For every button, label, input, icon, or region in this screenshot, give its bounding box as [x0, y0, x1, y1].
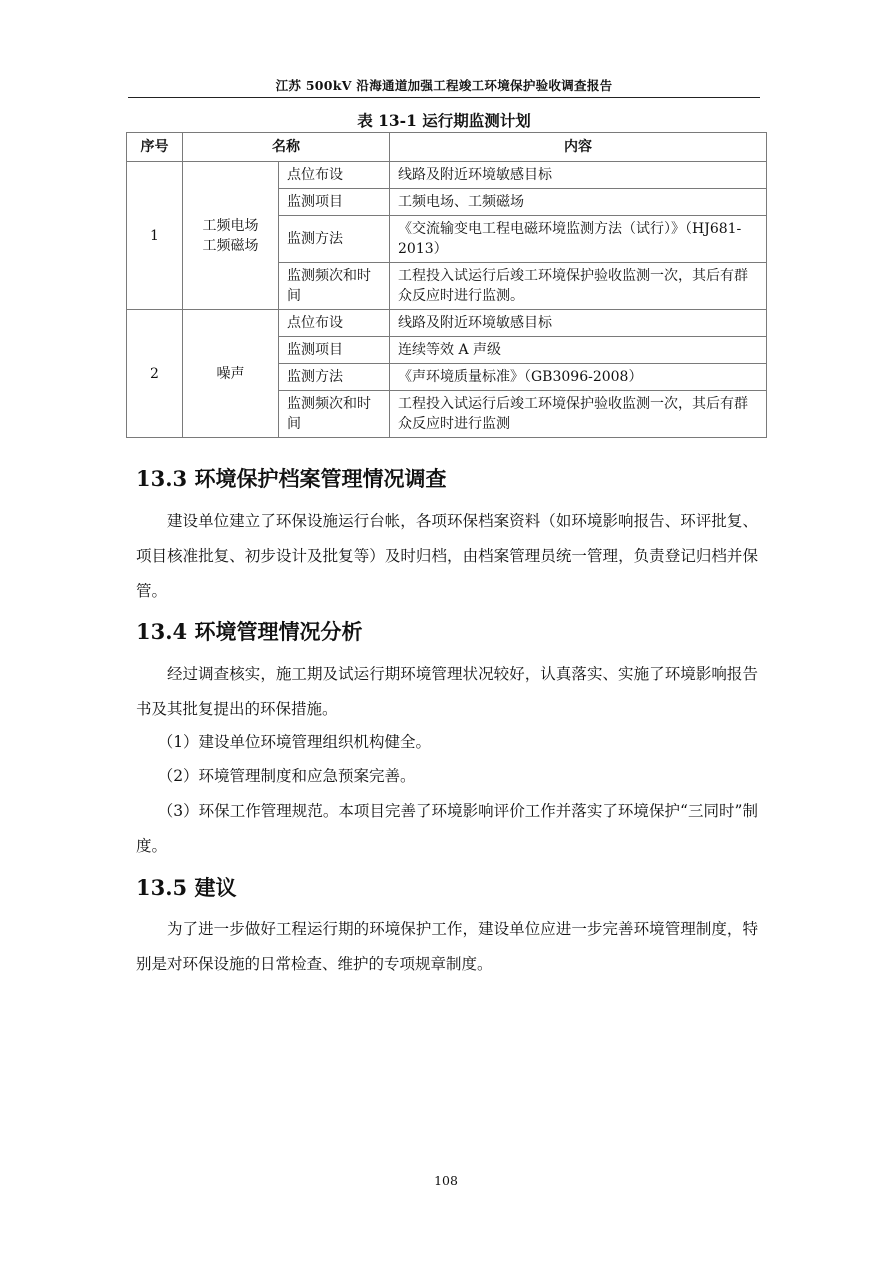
group-name-line: 工频电场	[202, 217, 259, 234]
section-title-13-4: 13.4 环境管理情况分析	[136, 619, 363, 644]
table-row	[127, 310, 767, 337]
paragraph: 为了进一步做好工程运行期的环境保护工作，建设单位应进一步完善环境管理制度，特别是对环保设施的日常检查、维护的专项规章制度。	[136, 920, 758, 973]
group-name	[183, 310, 279, 438]
row-item: 监测项目	[279, 337, 390, 364]
section-title-13-3: 13.3 环境保护档案管理情况调查	[136, 466, 447, 491]
group-index: 1	[127, 162, 183, 310]
row-item: 监测频次和时间	[279, 263, 390, 310]
group-name	[183, 162, 279, 310]
monitoring-plan-table	[126, 132, 767, 438]
row-content: 工程投入试运行后竣工环境保护验收监测一次，其后有群众反应时进行监测	[390, 391, 767, 438]
table-header-row	[127, 133, 767, 162]
row-item: 监测项目	[279, 189, 390, 216]
column-header-name: 名称	[183, 133, 390, 162]
report-header: 江苏 500kV 沿海通道加强工程竣工环境保护验收调查报告	[275, 78, 613, 93]
paragraph: 建设单位建立了环保设施运行台帐，各项环保档案资料（如环境影响报告、环评批复、项目核准批复、初步设计及批复等）及时归档，由档案管理员统一管理，负责登记归档并保管。	[136, 512, 758, 600]
paragraph: 经过调查核实，施工期及试运行期环境管理状况较好，认真落实、实施了环境影响报告书及其批复提出的环保措施。	[136, 665, 758, 718]
row-content: 连续等效 A 声级	[390, 337, 767, 364]
row-content: 《交流输变电工程电磁环境监测方法（试行）》（HJ681-2013）	[390, 216, 767, 263]
table-row	[127, 162, 767, 189]
group-name-line: 工频磁场	[202, 237, 259, 254]
page-number: 108	[434, 1173, 458, 1188]
row-content: 线路及附近环境敏感目标	[390, 310, 767, 337]
row-item: 监测方法	[279, 216, 390, 263]
row-item: 监测方法	[279, 364, 390, 391]
row-item: 点位布设	[279, 162, 390, 189]
row-item: 点位布设	[279, 310, 390, 337]
paragraph: （2）环境管理制度和应急预案完善。	[157, 767, 416, 785]
column-header-index: 序号	[127, 133, 183, 162]
section-title-13-5: 13.5 建议	[136, 875, 237, 900]
row-content: 工频电场、工频磁场	[390, 189, 767, 216]
paragraph: （3）环保工作管理规范。本项目完善了环境影响评价工作并落实了环境保护“三同时”制度。	[136, 802, 758, 855]
row-content: 工程投入试运行后竣工环境保护验收监测一次，其后有群众反应时进行监测。	[390, 263, 767, 310]
group-name-line: 噪声	[216, 365, 245, 382]
row-content: 《声环境质量标准》（GB3096-2008）	[390, 364, 767, 391]
paragraph: （1）建设单位环境管理组织机构健全。	[157, 733, 432, 751]
table-caption: 表 13-1 运行期监测计划	[357, 111, 531, 130]
group-index: 2	[127, 310, 183, 438]
row-item: 监测频次和时间	[279, 391, 390, 438]
column-header-content: 内容	[390, 133, 767, 162]
row-content: 线路及附近环境敏感目标	[390, 162, 767, 189]
header-rule	[128, 97, 760, 98]
